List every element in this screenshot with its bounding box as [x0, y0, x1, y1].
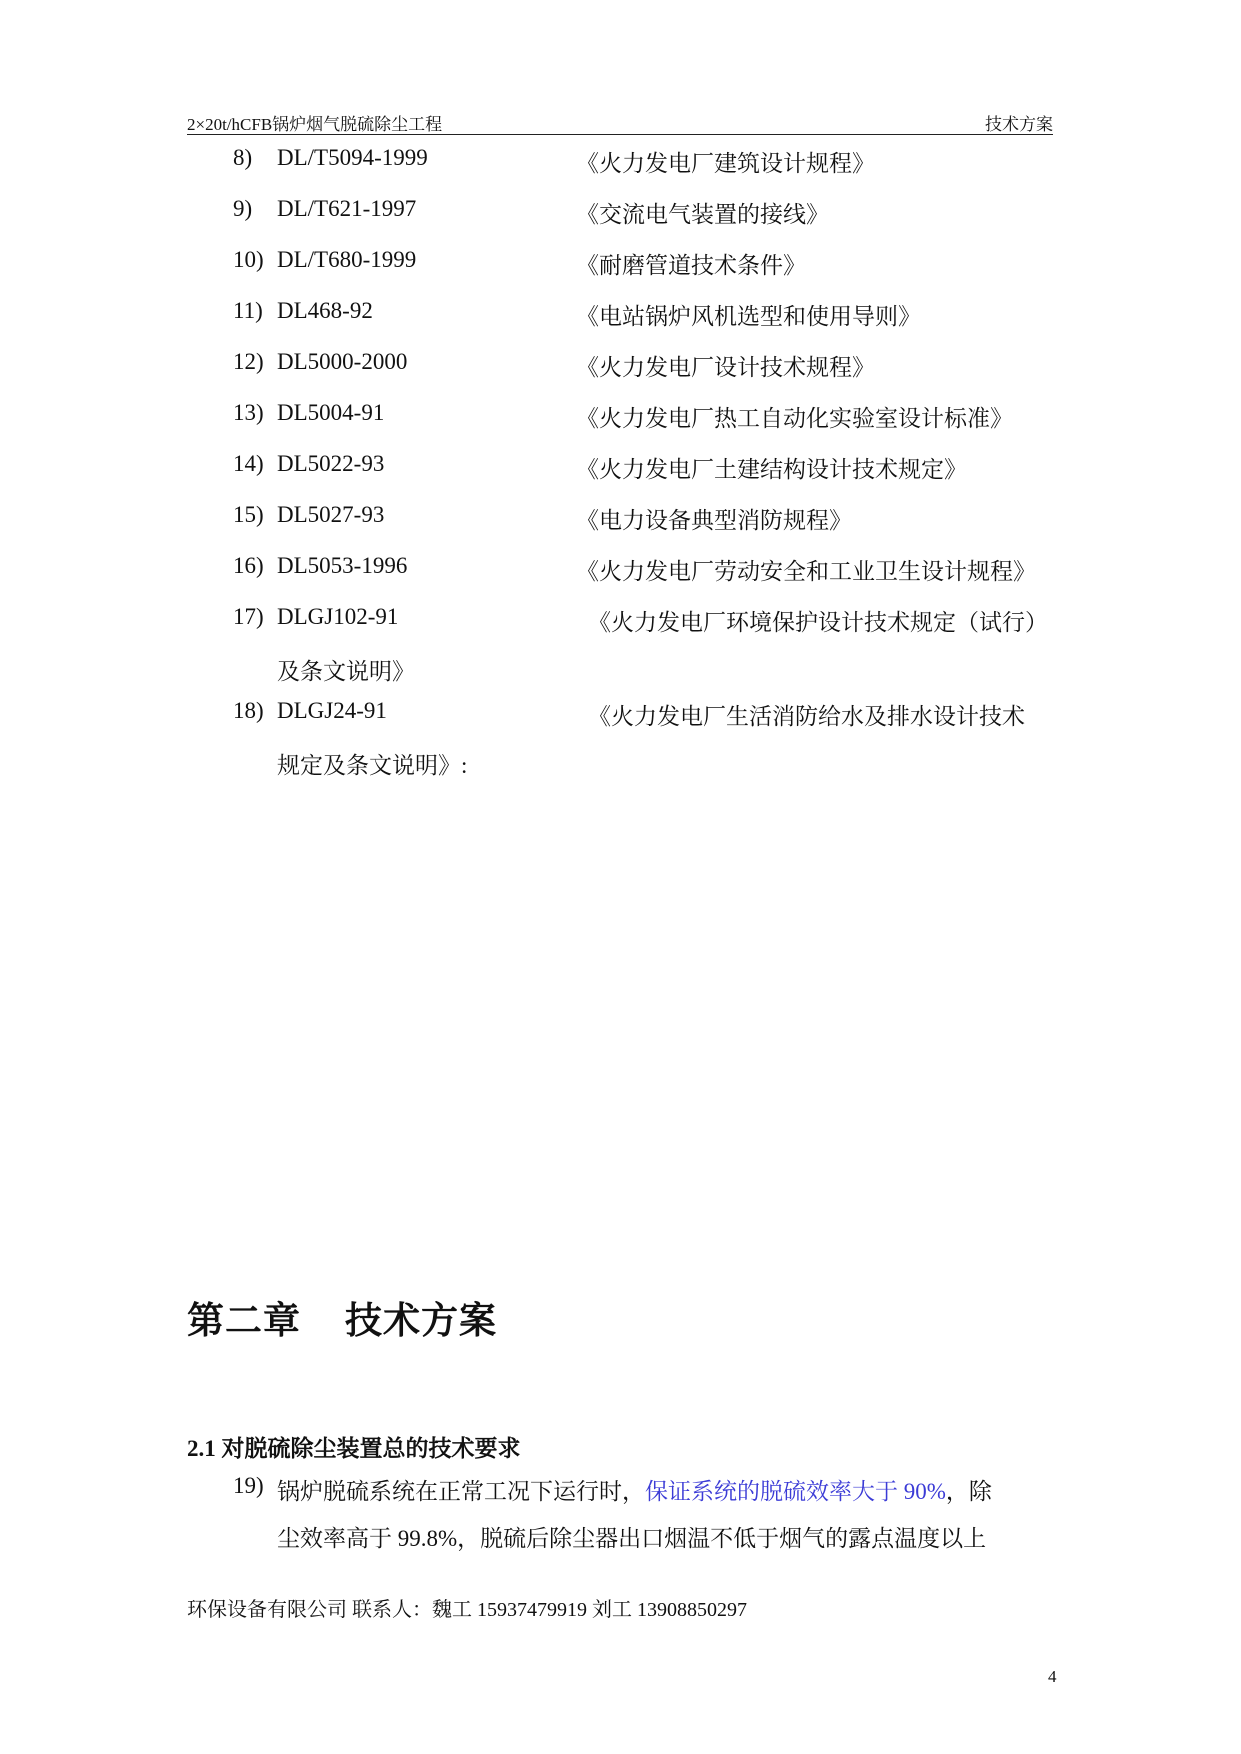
reference-title: 《火力发电厂建筑设计规程》 — [576, 151, 875, 176]
reference-code: DL/T5094-1999 — [277, 145, 428, 170]
reference-number: 17) — [233, 604, 264, 629]
paragraph-line-1 — [277, 1473, 992, 1506]
reference-number: 15) — [233, 502, 264, 527]
page-header — [187, 108, 1053, 135]
reference-number: 16) — [233, 553, 264, 578]
reference-title: 《火力发电厂生活消防给水及排水设计技术 — [588, 704, 1025, 729]
reference-code: DL5053-1996 — [277, 553, 408, 578]
page-number: 4 — [1048, 1667, 1057, 1686]
reference-code: DL/T680-1999 — [277, 247, 417, 272]
reference-title-continuation: 规定及条文说明》: — [277, 753, 468, 778]
chapter-title: 技术方案 — [345, 1299, 497, 1342]
reference-code: DLGJ102-91 — [277, 604, 399, 629]
header-project-title: 2×20t/hCFB锅炉烟气脱硫除尘工程 — [187, 115, 443, 134]
reference-title-continuation: 及条文说明》 — [277, 659, 415, 684]
reference-number: 12) — [233, 349, 264, 374]
section-heading: 2.1 对脱硫除尘装置总的技术要求 — [187, 1436, 521, 1461]
header-doc-type: 技术方案 — [985, 115, 1053, 134]
paragraph-number: 19) — [233, 1473, 264, 1498]
reference-code: DL5027-93 — [277, 502, 385, 527]
chapter-heading — [187, 1290, 497, 1344]
reference-title: 《电站锅炉风机选型和使用导则》 — [576, 304, 921, 329]
reference-code: DL5004-91 — [277, 400, 385, 425]
reference-number: 9) — [233, 196, 253, 221]
paragraph-text: ，除 — [945, 1479, 992, 1504]
reference-title: 《火力发电厂设计技术规程》 — [576, 355, 875, 380]
highlighted-text: 保证系统的脱硫效率大于 90% — [645, 1479, 946, 1504]
reference-code: DLGJ24-91 — [277, 698, 387, 723]
reference-code: DL/T621-1997 — [277, 196, 417, 221]
reference-title: 《交流电气装置的接线》 — [576, 202, 829, 227]
reference-number: 11) — [233, 298, 263, 323]
reference-title: 《火力发电厂土建结构设计技术规定》 — [576, 457, 967, 482]
paragraph-text: 锅炉脱硫系统在正常工况下运行时， — [277, 1479, 645, 1504]
reference-title: 《火力发电厂环境保护设计技术规定（试行） — [588, 610, 1048, 635]
reference-title: 《电力设备典型消防规程》 — [576, 508, 852, 533]
reference-title: 《火力发电厂劳动安全和工业卫生设计规程》 — [576, 559, 1036, 584]
reference-title: 《耐磨管道技术条件》 — [576, 253, 806, 278]
reference-number: 14) — [233, 451, 264, 476]
reference-code: DL5000-2000 — [277, 349, 408, 374]
page-footer-contact: 环保设备有限公司 联系人：魏工 15937479919 刘工 13908850297 — [187, 1599, 747, 1621]
reference-title: 《火力发电厂热工自动化实验室设计标准》 — [576, 406, 1013, 431]
reference-number: 13) — [233, 400, 264, 425]
reference-code: DL5022-93 — [277, 451, 385, 476]
reference-number: 18) — [233, 698, 264, 723]
reference-number: 10) — [233, 247, 264, 272]
chapter-number: 第二章 — [187, 1299, 301, 1342]
reference-number: 8) — [233, 145, 253, 170]
reference-code: DL468-92 — [277, 298, 373, 323]
paragraph-line-2: 尘效率高于 99.8%，脱硫后除尘器出口烟温不低于烟气的露点温度以上 — [277, 1526, 987, 1551]
